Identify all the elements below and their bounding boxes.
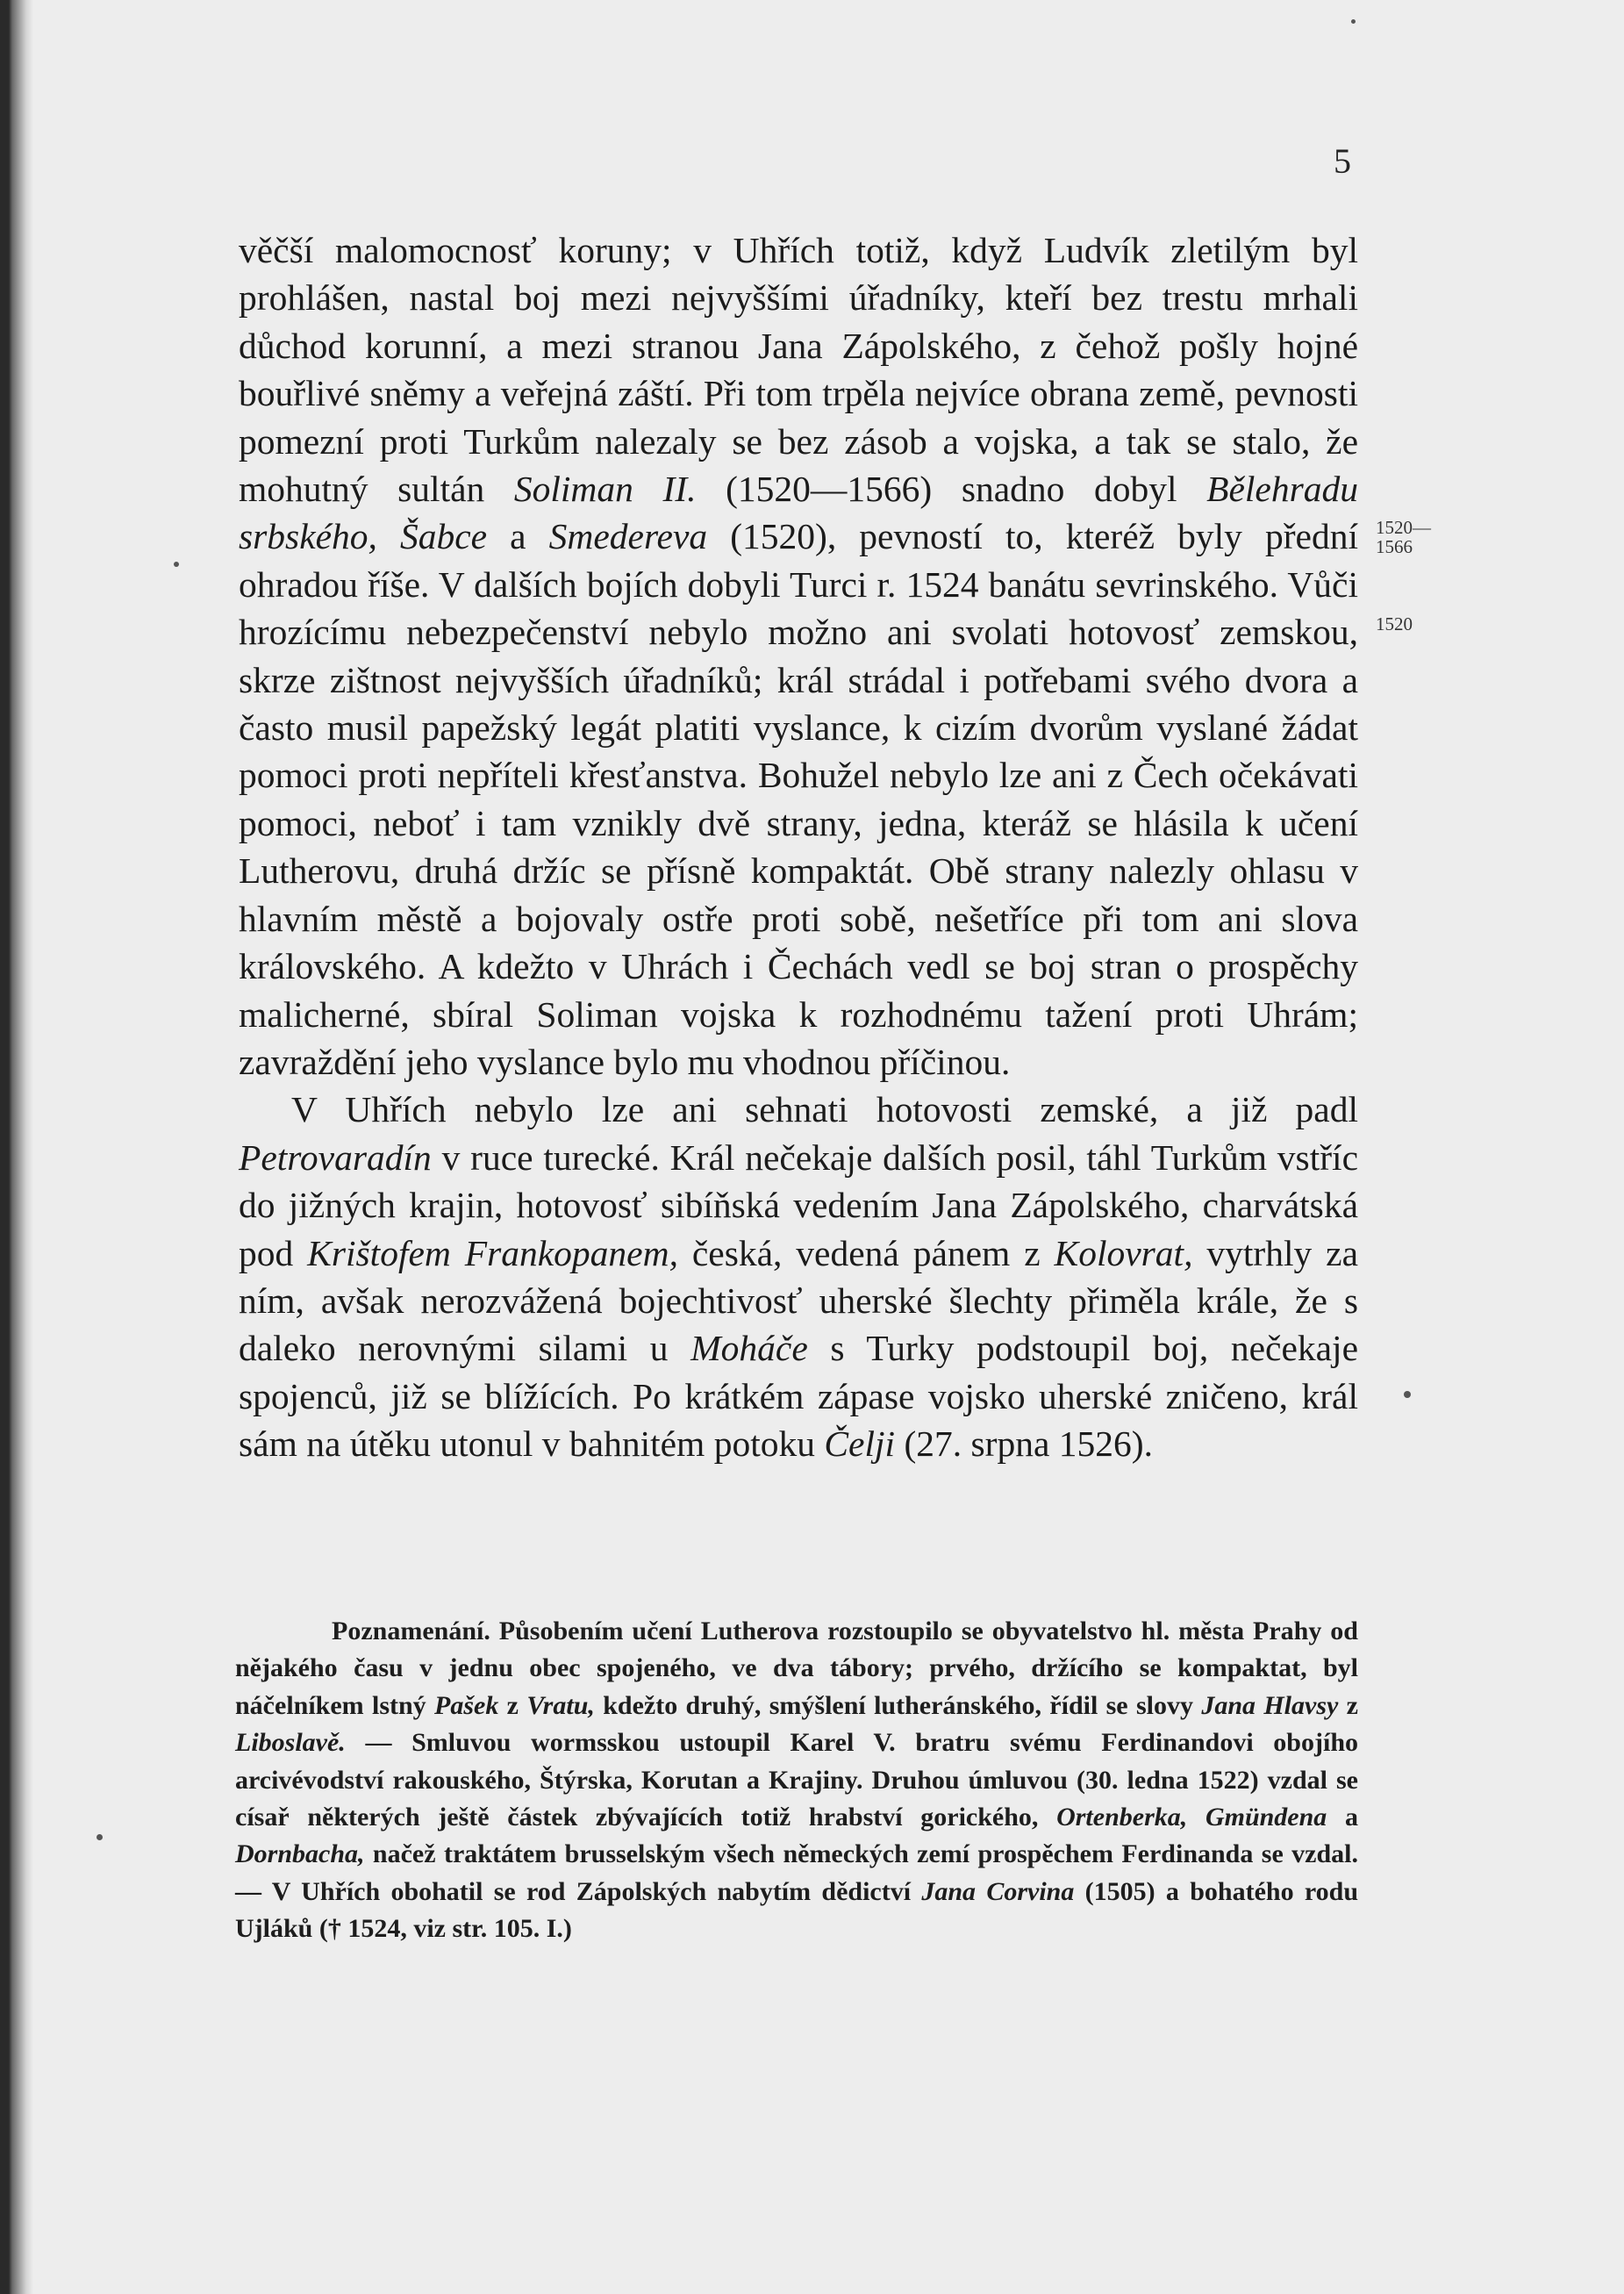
paragraph-2	[239, 1086, 1358, 1467]
footnote-italic-1: Pašek	[434, 1690, 499, 1720]
paragraph-1	[239, 226, 1358, 1086]
p2-text-4: česká, vedená pánem z	[677, 1232, 1055, 1273]
footnote-italic-3: Vratu,	[526, 1690, 595, 1720]
p1-text-2: (1520—1566) snadno dobyl	[696, 469, 1207, 510]
p2-italic-3: Krištofem Frankopanem,	[307, 1232, 678, 1273]
p2-text-10: (27. srpna 1526).	[895, 1423, 1153, 1465]
p1-italic-1: Soliman II.	[513, 469, 697, 510]
p2-italic-9: Čelji	[824, 1423, 896, 1465]
p2-text-0: V Uhřích nebylo lze ani sehnati hotovosti zemské, a již padl	[291, 1089, 1358, 1130]
p2-italic-7: Moháče	[690, 1328, 808, 1369]
footnote-text-0: Působením učení Lutherova rozstoupilo se obyvatelstvo hl. města Prahy od nějakého času v jednu obec spojeného, ve dva tábory; prvého, držícího se kompaktat, byl náčelníkem lstný	[235, 1617, 1358, 1720]
p2-text-2: v ruce turecké. Král nečekaje dalších posil, táhl Turkům vstříc do jižných krajin, hotovosť sibíňská vedením Jana Zápolského, charvátská pod	[239, 1136, 1358, 1273]
footnote-italic-11: Dornbacha,	[235, 1839, 365, 1869]
footnote	[235, 1613, 1358, 1948]
margin-note-range-start: 1520—	[1376, 517, 1431, 538]
footnote-italic-9: Ortenberka, Gmündena	[1056, 1803, 1327, 1832]
p1-text-0: věčší malomocnosť koruny; v Uhřích totiž, když Ludvík zletilým byl prohlášen, nastal boj mezi nejvyššími úřadníky, kteří bez trestu mrhali důchod korunní, a mezi stranou Jana Zápolského, z čehož pošly hojné bouřlivé sněmy a veřejná záští. Při tom trpěla nejvíce obrana země, pevnosti pomezní proti Turkům nalezaly se bez zásob a vojska, a tak se stalo, že mohutný sultán	[239, 230, 1358, 510]
footnote-text-6: z	[1338, 1690, 1358, 1720]
p1-italic-5: Smederevа	[548, 516, 708, 557]
p2-italic-5: Kolovrat,	[1054, 1232, 1193, 1273]
speck-mark	[1404, 1391, 1411, 1398]
footnote-label: Poznamenání.	[332, 1617, 490, 1645]
page-binding-edge	[0, 0, 33, 2294]
p2-text-6: vytrhly za ním, avšak nerozvážená bojechtivosť uherské šlechty přiměla krále, že s daleko nerovnými silami u	[239, 1232, 1358, 1369]
p1-italic-3: Bělehradu srbského, Šabce	[239, 469, 1358, 557]
p2-text-8: s Turky podstoupil boj, nečekaje spojenců, již se blížících. Po krátkém zápase vojsko uherské zničeno, král sám na útěku utonul v bahnitém potoku	[239, 1328, 1358, 1465]
footnote-text-4: kdežto druhý, smýšlení lutheránského, řídil se slovy	[594, 1690, 1202, 1720]
speck-mark	[174, 562, 179, 567]
footnote-italic-5: Jana Hlavsy	[1201, 1690, 1339, 1720]
margin-note-year: 1520	[1376, 613, 1413, 634]
footnote-text-10: a	[1327, 1803, 1358, 1832]
p2-italic-1: Petrovaradín	[239, 1136, 432, 1178]
footnote-italic-13: Jana Corvina	[921, 1876, 1075, 1906]
p1-text-4: a	[487, 516, 549, 557]
footnote-italic-7: Liboslavě.	[235, 1728, 346, 1758]
footnote-text-2: z	[498, 1690, 527, 1720]
footnote-text-8: — Smluvou wormsskou ustoupil Karel V. bratru svému Ferdinandovi obojího arcivévodství rakouského, Štýrska, Korutan a Krajiny. Druhou úmluvou (30. ledna 1522) vzdal se císař některých ještě částek zbývajících totiž hrabství gorického,	[235, 1728, 1358, 1832]
speck-mark	[1351, 19, 1356, 24]
footnote-body	[235, 1617, 1358, 1943]
margin-note-range-end: 1566	[1376, 536, 1413, 557]
footnote-text-14: (1505) a bohatého rodu Ujláků († 1524, viz str. 105. I.)	[235, 1876, 1359, 1944]
main-text	[239, 226, 1358, 1468]
p1-text-6: (1520), pevností to, kteréž byly přední ohradou říše. V dalších bojích dobyli Turci r. 1524 banátu sevrinského. Vůči hrozícímu nebezpečenství nebylo možno ani svolati hotovosť zemskou, skrze zištnost nejvyšších úřadníků; král strádal i potřebami svého dvora a často musil papežský legát platiti vyslance, k cizím dvorům vyslané žádat pomoci proti nepříteli křesťanstva. Bohužel nebylo lze ani z Čech očekávati pomoci, neboť i tam vznikly dvě strany, jedna, kteráž se hlásila k učení Lutherovu, druhá držíc se přísně kompaktát. Obě strany nalezly ohlasu v hlavním městě a bojovaly ostře proti sobě, nešetříce při tom ani slova královského. A kdežto v Uhrách i Čechách vedl se boj stran o prospěchy malicherné, sbíral Soliman vojska k rozhodnému tažení proti Uhrám; zavraždění jeho vyslance bylo mu vhodnou příčinou.	[239, 516, 1358, 1082]
footnote-text-12: načež traktátem brusselským všech německých zemí prospěchem Ferdinanda se vzdal. — V Uhřích obohatil se rod Zápolských nabytím dědictví	[235, 1839, 1358, 1906]
speck-mark	[97, 1834, 103, 1840]
page-number: 5	[1334, 141, 1351, 181]
